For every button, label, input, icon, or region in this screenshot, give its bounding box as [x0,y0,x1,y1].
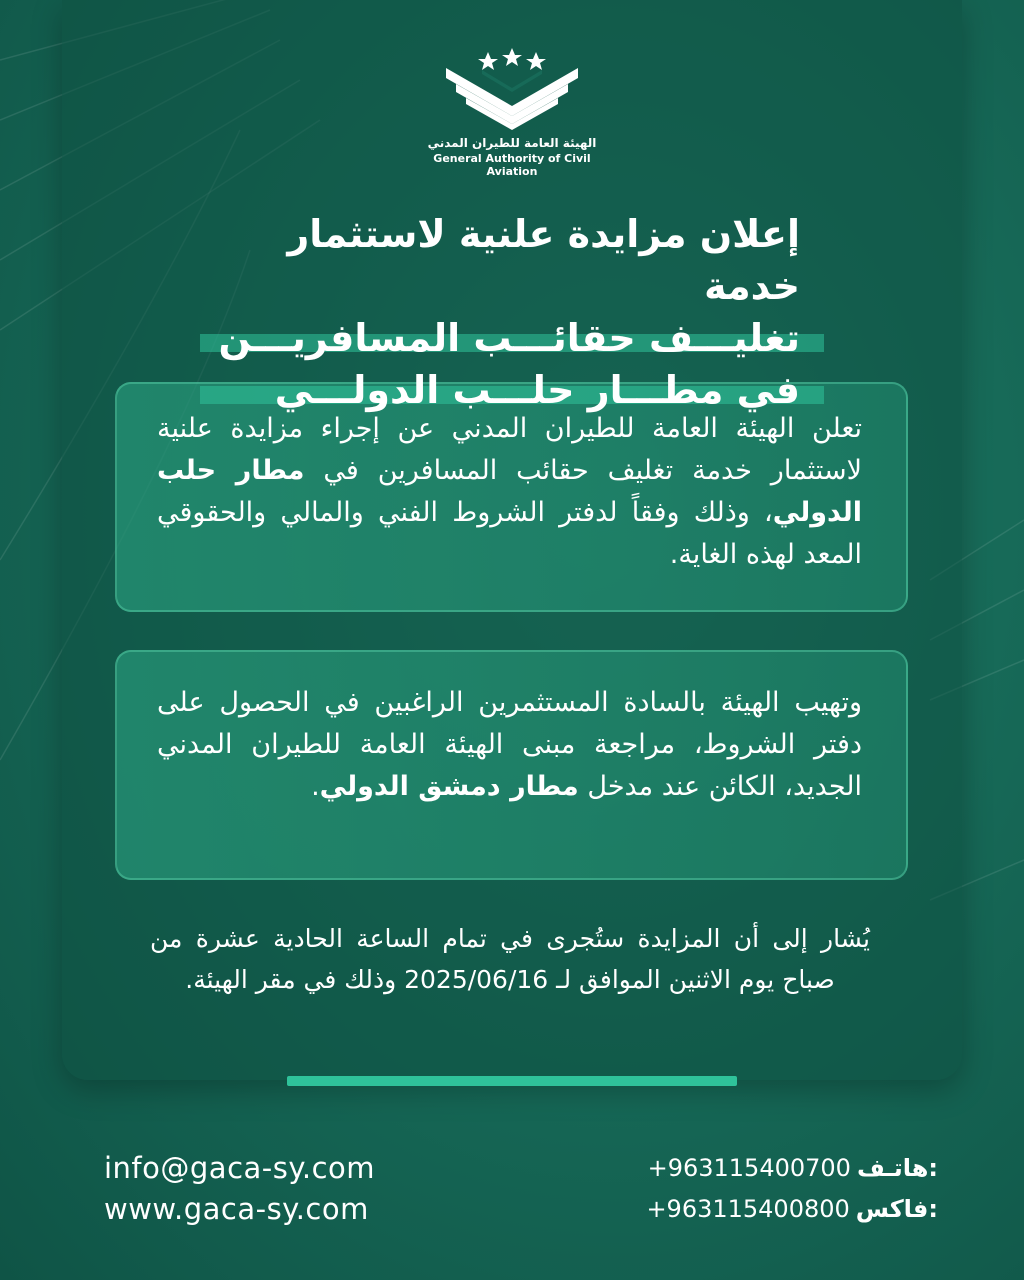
card2-airport: مطار دمشق الدولي [319,771,579,802]
card1-text: تعلن الهيئة العامة للطيران المدني عن إجراء مزايدة علنية لاستثمار خدمة تغليف حقائب المسافرين في [157,413,862,486]
card1-text-end: ، وذلك وفقاً لدفتر الشروط الفني والمالي والحقوقي المعد لهذه الغاية. [157,497,862,570]
card1-airport: مطار حلب الدولي [157,455,862,528]
phone-row [646,1148,938,1189]
card2-text: وتهيب الهيئة بالسادة المستثمرين الراغبين في الحصول على دفتر الشروط، مراجعة مبنى الهيئة العامة للطيران المدني الجديد، الكائن عند مدخل [157,687,862,802]
auction-date-note: يُشار إلى أن المزايدة ستُجرى في تمام الساعة الحادية عشرة من صباح يوم الاثنين الموافق لـ 2025/06/16 وذلك في مقر الهيئة. [150,924,870,994]
contact-footer [0,1140,1024,1240]
gaca-logo [412,40,612,178]
web-contacts [104,1148,375,1230]
accent-bar [287,1076,737,1086]
wings-emblem-icon [442,40,582,130]
announcement-title [200,208,824,416]
fax-row [646,1189,938,1230]
website-link[interactable]: www.gaca-sy.com [104,1192,369,1226]
title-line-2: تغليـــف حقائـــب المسافريـــن [200,312,824,364]
phone-contacts [646,1148,938,1230]
title-line-3: في مطـــار حلـــب الدولـــي [200,364,824,416]
announcement-card [115,382,908,612]
email-link[interactable]: info@gaca-sy.com [104,1151,376,1185]
title-line-1: إعلان مزايدة علنية لاستثمار خدمة [287,212,800,308]
phone-label: هاتـف: [856,1154,938,1182]
logo-name-arabic: الهيئة العامة للطيران المدني [427,136,597,150]
fax-label: فاكس: [855,1195,938,1223]
logo-name-english: General Authority of Civil Aviation [433,152,591,178]
fax-number: +963115400800 [646,1195,850,1223]
card2-text-end: . [311,771,320,802]
instructions-card [115,650,908,880]
phone-number[interactable]: +963115400700 [647,1154,851,1182]
